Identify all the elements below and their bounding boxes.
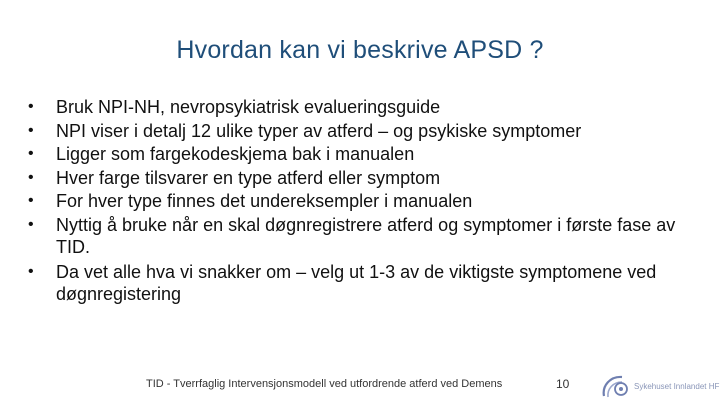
bullet-marker: • [28,98,34,115]
bullet-item [28,214,700,258]
bullet-marker: • [28,192,34,209]
bullet-marker: • [28,168,34,186]
bullet-item [28,190,700,212]
logo-emblem-icon [600,372,632,402]
bullet-item [28,96,700,118]
bullet-marker: • [28,215,34,233]
bullet-text: Ligger som fargekodeskjema bak i manualen [56,144,415,164]
bullet-marker: • [28,121,34,139]
bullet-text: For hver type finnes det undereksempler i manualen [56,191,473,211]
bullet-text: NPI viser i detalj 12 ulike typer av atferd – og psykiske symptomer [56,120,582,141]
bullet-text: Da vet alle hva vi snakker om – velg ut 1-3 av de viktigste symptomene ved døgnregistering [56,261,657,304]
bullet-text: Bruk NPI-NH, nevropsykiatrisk evalueringsguide [56,97,441,117]
page-number: 10 [556,377,570,391]
bullet-marker: • [28,145,34,162]
slide-title: Hvordan kan vi beskrive APSD ? [176,36,544,64]
bullet-item [28,143,700,165]
hospital-logo [600,372,718,402]
bullet-list [28,96,700,306]
bullet-item [28,261,700,305]
bullet-text: Hver farge tilsvarer en type atferd eller symptom [56,167,441,188]
bullet-marker: • [28,262,34,280]
bullet-item [28,167,700,189]
logo-text: Sykehuset Innlandet HF [634,382,720,391]
bullet-text: Nyttig å bruke når en skal døgnregistrere atferd og symptomer i første fase av TID. [56,214,676,257]
footer-text: TID - Tverrfaglig Intervensjonsmodell ved utfordrende atferd ved Demens [146,378,503,390]
bullet-item [28,120,700,142]
